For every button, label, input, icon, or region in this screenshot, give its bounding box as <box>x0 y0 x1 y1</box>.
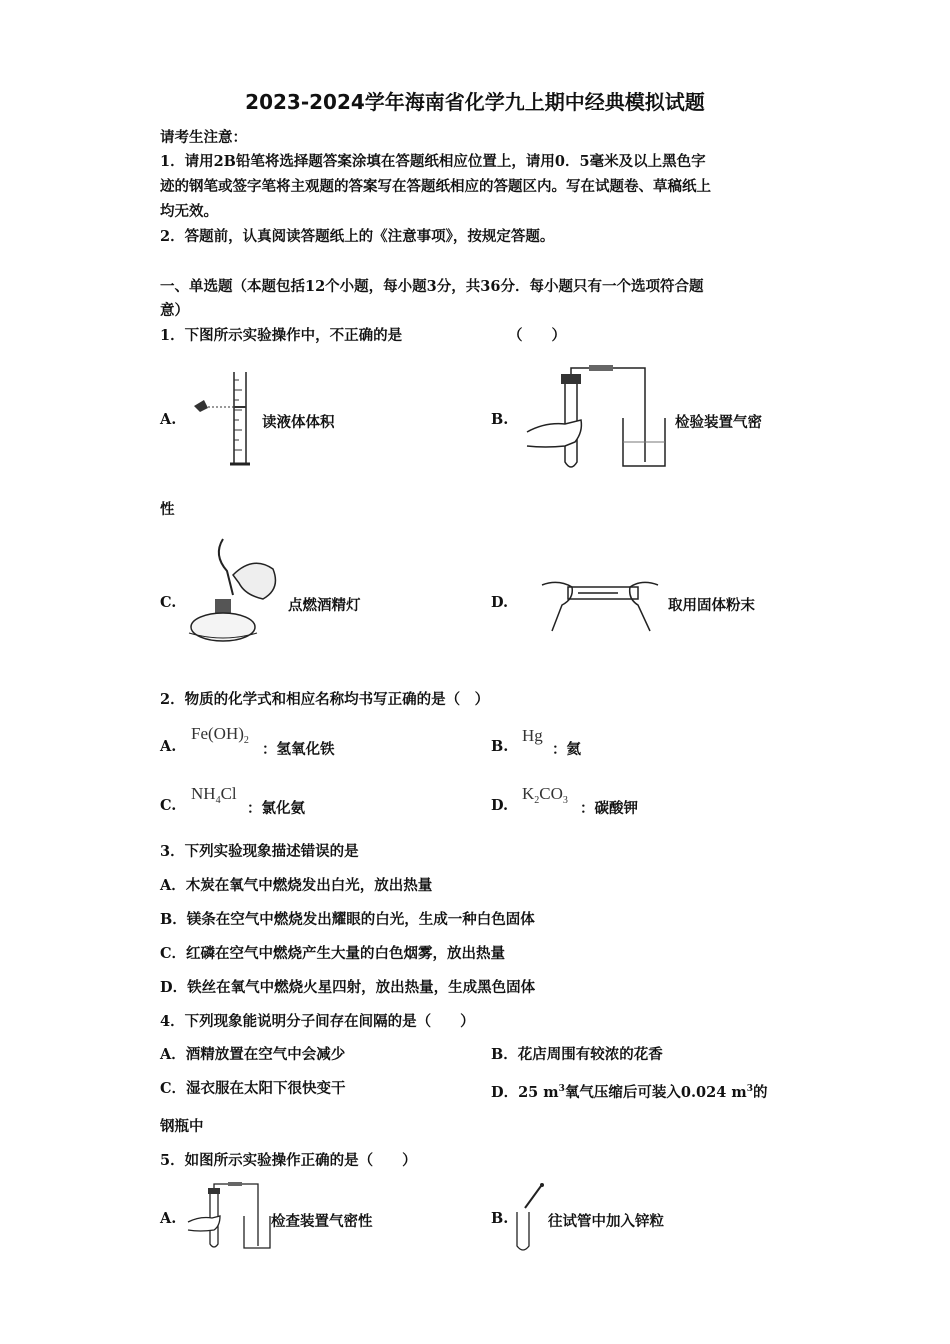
section-heading-1: 一、单选题（本题包括12个小题，每小题3分，共36分．每小题只有一个选项符合题 <box>160 278 704 295</box>
q2-stem: 2．物质的化学式和相应名称均书写正确的是（ ） <box>160 691 490 708</box>
q2-option-d-label[interactable]: D. <box>491 797 509 814</box>
airtightness-apparatus-icon <box>525 362 670 474</box>
q2-option-b-formula: Hg <box>522 726 543 745</box>
q2-option-b-name: ：氦 <box>552 741 581 758</box>
q3-option-d[interactable]: D．铁丝在氧气中燃烧火星四射，放出热量，生成黑色固体 <box>160 979 536 996</box>
q5-option-a-text: 检查装置气密性 <box>271 1213 373 1230</box>
q1-stem: 1．下图所示实验操作中，不正确的是 <box>160 327 403 344</box>
q2-option-c-formula: $NH_4Cl$ <box>191 784 237 806</box>
q2-option-c-label[interactable]: C. <box>160 797 177 814</box>
airtightness-apparatus-small-icon <box>186 1180 271 1252</box>
q2-option-a-label[interactable]: A. <box>160 738 177 755</box>
q3-option-a[interactable]: A．木炭在氧气中燃烧发出白光，放出热量 <box>160 877 433 894</box>
q5-option-b-text: 往试管中加入锌粒 <box>548 1213 664 1230</box>
notice-line-4: 2．答题前，认真阅读答题纸上的《注意事项》，按规定答题。 <box>160 228 555 245</box>
q5-option-b-label[interactable]: B. <box>491 1210 509 1227</box>
q1-option-d-label[interactable]: D. <box>491 594 509 611</box>
q4-option-a[interactable]: A．酒精放置在空气中会减少 <box>160 1046 346 1063</box>
q5-option-a-label[interactable]: A. <box>160 1210 177 1227</box>
q3-option-b[interactable]: B．镁条在空气中燃烧发出耀眼的白光，生成一种白色固体 <box>160 911 535 928</box>
q4-option-d[interactable]: D．25 $m^3$氧气压缩后可装入0.024 $m^3$的 <box>491 1083 768 1101</box>
page-title: 2023-2024学年海南省化学九上期中经典模拟试题 <box>245 90 705 114</box>
section-heading-2: 意） <box>160 302 189 319</box>
q4-stem: 4．下列现象能说明分子间存在间隔的是（ ） <box>160 1013 475 1030</box>
q1-option-c-text: 点燃酒精灯 <box>288 597 361 614</box>
q2-option-c-name: ：氯化氨 <box>247 800 305 817</box>
graduated-cylinder-icon <box>190 370 260 470</box>
test-tube-zinc-icon <box>515 1182 545 1254</box>
q2-option-b-label[interactable]: B. <box>491 738 509 755</box>
q2-option-d-formula: $K_2CO_3$ <box>522 784 568 806</box>
q4-option-d-cont: 钢瓶中 <box>160 1118 204 1135</box>
alcohol-lamp-icon <box>183 535 288 645</box>
q2-option-d-name: ：碳酸钾 <box>580 800 638 817</box>
q2-option-a-formula: $Fe(OH)_2$ <box>191 724 249 746</box>
q4-option-c[interactable]: C．湿衣服在太阳下很快变干 <box>160 1080 346 1097</box>
q3-stem: 3．下列实验现象描述错误的是 <box>160 843 359 860</box>
q1-option-c-label[interactable]: C. <box>160 594 177 611</box>
notice-line-1: 1．请用2B铅笔将选择题答案涂填在答题纸相应位置上，请用0．5毫米及以上黑色字 <box>160 153 706 170</box>
powder-paper-tube-icon <box>538 575 663 635</box>
q1-option-d-text: 取用固体粉末 <box>668 597 755 614</box>
notice-line-3: 均无效。 <box>160 203 218 220</box>
q1-option-b-text-cont: 性 <box>160 501 175 518</box>
q3-option-c[interactable]: C．红磷在空气中燃烧产生大量的白色烟雾，放出热量 <box>160 945 506 962</box>
q4-option-b[interactable]: B．花店周围有较浓的花香 <box>491 1046 663 1063</box>
notice-heading: 请考生注意： <box>160 129 247 146</box>
notice-line-2: 迹的钢笔或签字笔将主观题的答案写在答题纸相应的答题区内。写在试题卷、草稿纸上 <box>160 178 711 195</box>
q1-option-b-text: 检验装置气密 <box>675 414 762 431</box>
q1-option-a-text: 读液体体积 <box>262 414 335 431</box>
q1-option-b-label[interactable]: B. <box>491 411 509 428</box>
q1-option-a-label[interactable]: A. <box>160 411 177 428</box>
q5-stem: 5．如图所示实验操作正确的是（ ） <box>160 1152 417 1169</box>
q2-option-a-name: ：氢氧化铁 <box>262 741 335 758</box>
q1-answer-paren: （ ） <box>508 327 566 344</box>
